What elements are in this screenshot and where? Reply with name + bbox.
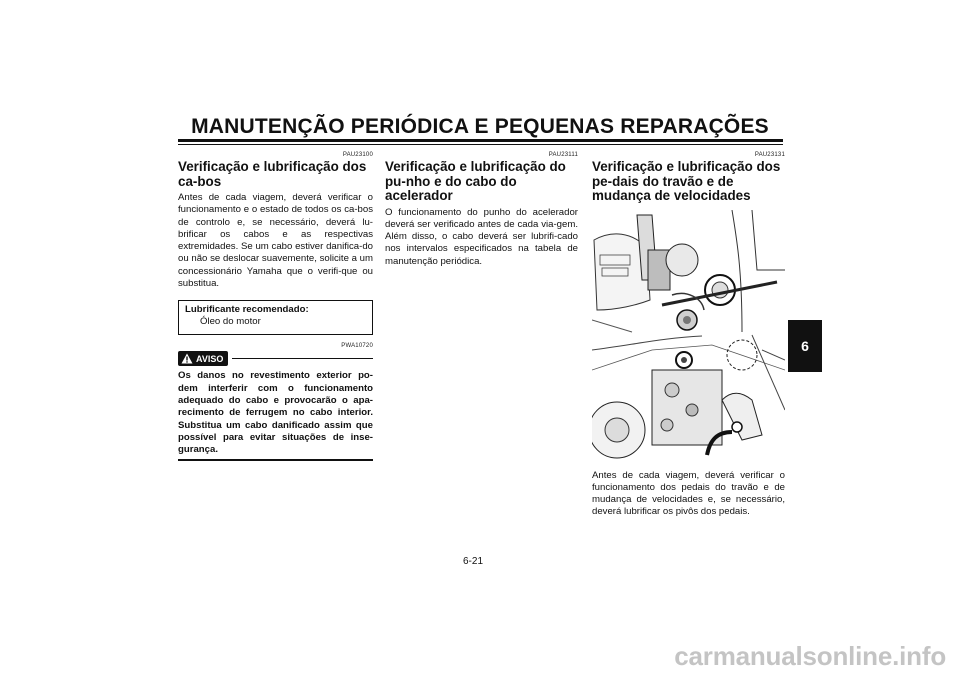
- column-pedals: [592, 152, 785, 519]
- chapter-tab: 6: [788, 320, 822, 372]
- header-rule: [178, 139, 783, 142]
- section-title-cables: Verificação e lubrificação dos ca-bos: [178, 159, 367, 189]
- section-title-pedals: Verificação e lubrificação dos pe-dais do travão e de mudança de velocidades: [592, 159, 781, 203]
- pedal-photos: [592, 210, 785, 465]
- warning-badge: [178, 351, 228, 366]
- warning-text: Os danos no revestimento exterior po-dem interferir com o funcionamento adequado do cabo e provocarão o apa-recimento de ferrugem no cabo interior. Substitua um cabo danificado assim que possível para evitar situações de inse-gurança.: [178, 370, 373, 456]
- column-cables: [178, 152, 373, 461]
- lubricant-label: Lubrificante recomendado:: [185, 304, 309, 316]
- warning-rule: [232, 358, 373, 359]
- watermark: carmanualsonline.info: [674, 641, 946, 671]
- warning-triangle-icon: [181, 353, 193, 364]
- section-body-cables: Antes de cada viagem, deverá verificar o funcionamento e o estado de todos os ca-bos de controlo e, se necessário, deverá lu-brificar os cabos e as respectivas extremidades. Se um cabo estiver danifica-do ou não se deslocar suavemente, solicite a um concessionário Yamaha que o verifi-que ou substitua.: [178, 192, 373, 290]
- warning-code: PWA10720: [341, 343, 373, 350]
- lubricant-box: [178, 300, 373, 335]
- lubricant-value: Óleo do motor: [200, 316, 261, 328]
- page-number: 6-21: [463, 556, 484, 567]
- page-title: MANUTENÇÃO PERIÓDICA E PEQUENAS REPARAÇÕES: [191, 115, 769, 138]
- section-code: PAU23100: [342, 152, 373, 158]
- warning-end-rule: [178, 459, 373, 461]
- header-rule-thin: [178, 144, 783, 145]
- warning-header: [178, 351, 373, 366]
- warning-label: AVISO: [196, 353, 224, 364]
- section-title-throttle: Verificação e lubrificação do pu-nho e do cabo do acelerador: [385, 159, 566, 203]
- section-body-pedals: Antes de cada viagem, deverá verificar o funcionamento dos pedais do travão e de mudança de velocidades e, se necessário, deverá lubrificar os pivôs dos pedais.: [592, 469, 785, 518]
- section-body-throttle: O funcionamento do punho do acelerador deverá ser verificado antes de cada via-gem. Além disso, o cabo deverá ser lubrifi-cado nos intervalos especificados na tabela de manutenção periódica.: [385, 206, 578, 267]
- brake-pedal-photo: [592, 210, 785, 332]
- column-throttle: [385, 152, 578, 268]
- shift-pedal-photo: [592, 335, 785, 465]
- section-code: PAU23131: [754, 152, 785, 158]
- section-code: PAU23111: [548, 152, 578, 158]
